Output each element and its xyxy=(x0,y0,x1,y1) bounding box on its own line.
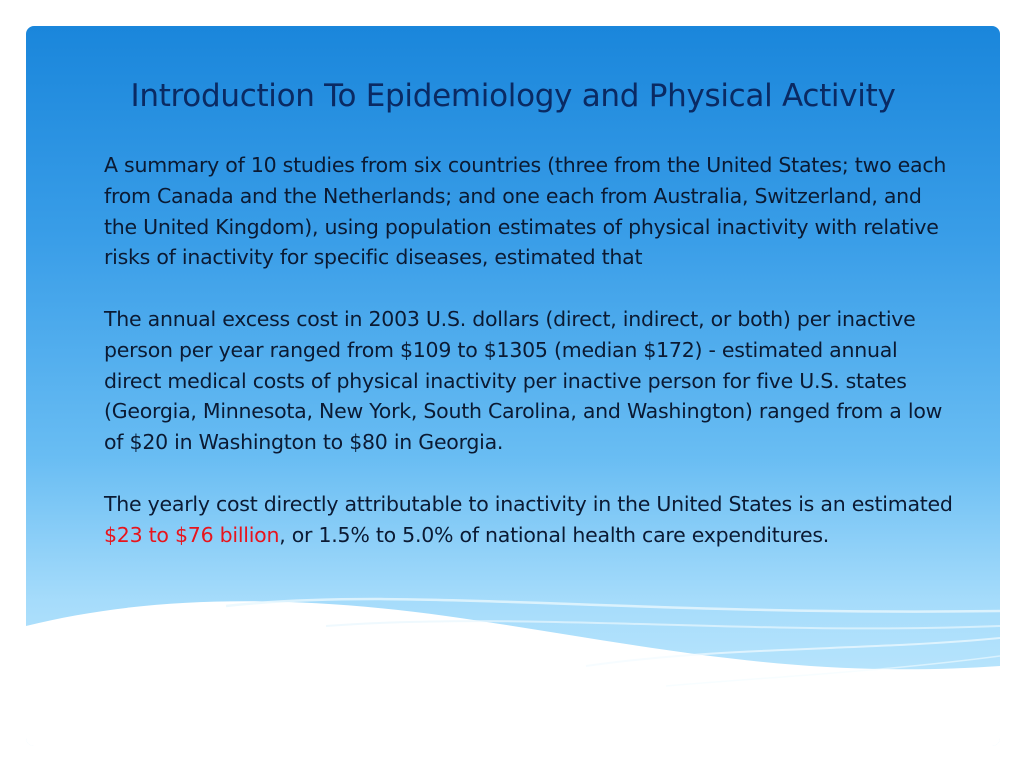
slide-body xyxy=(104,150,956,550)
paragraph-yearly-cost xyxy=(104,489,956,551)
paragraph-yearly-cost-end: , or 1.5% to 5.0% of national health care expenditures. xyxy=(279,522,830,547)
paragraph-summary: A summary of 10 studies from six countries (three from the United States; two each from Canada and the Netherlands; and one each from Australia, Switzerland, and the United Kingdom), using population estimates of physical inactivity with relative risks of inactivity for specific diseases, estimated that xyxy=(104,153,947,270)
highlighted-cost-range: $23 to $76 billion xyxy=(104,522,280,547)
paragraph-annual-cost: The annual excess cost in 2003 U.S. dollars (direct, indirect, or both) per inactive person per year ranged from $109 to $1305 (median $172) - estimated annual direct medical costs of physical inactivity per inactive person for five U.S. states (Georgia, Minnesota, New York, South Carolina, and Washington) ranged from a low of $20 in Washington to $80 in Georgia. xyxy=(104,306,943,455)
slide-panel xyxy=(26,26,1000,746)
paragraph-yearly-cost-start: The yearly cost directly attributable to inactivity in the United States is an estimated xyxy=(104,491,953,516)
slide-title: Introduction To Epidemiology and Physical Activity xyxy=(130,78,896,114)
